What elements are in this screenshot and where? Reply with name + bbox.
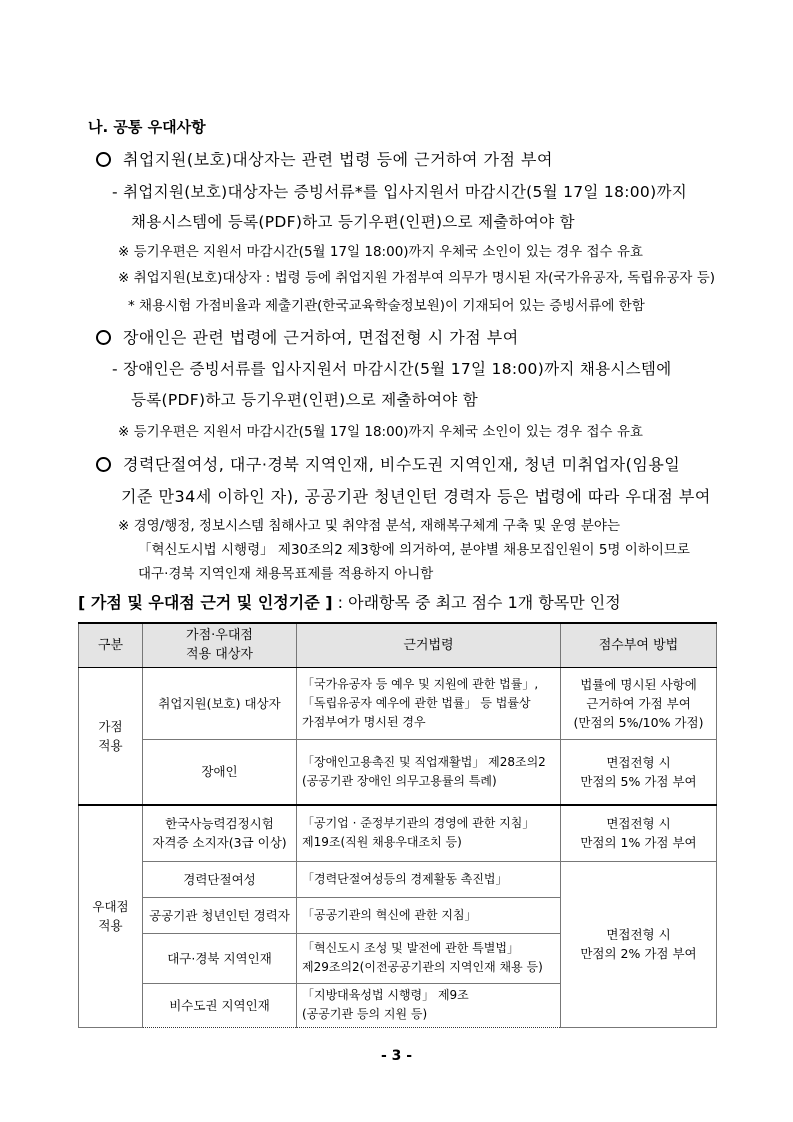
law-cell: 「장애인고용촉진 및 직업재활법」 제28조의2 (공공기관 장애인 의무고용률의 특례) <box>297 739 561 805</box>
table-title-rest: : 아래항목 중 최고 점수 1개 항목만 인정 <box>337 593 621 612</box>
target-cell: 비수도권 지역인재 <box>143 983 297 1027</box>
target-cell: 장애인 <box>143 739 297 805</box>
item-1-detail-line-1: - 취업지원(보호)대상자는 증빙서류*를 입사지원서 마감시간(5월 17일 18:00)까지 <box>112 183 687 201</box>
target-cell: 취업지원(보호) 대상자 <box>143 667 297 739</box>
law-cell: 「공기업 · 준정부기관의 경영에 관한 지침」 제19조(직원 채용우대조치 등) <box>297 805 561 861</box>
law-cell: 「혁신도시 조성 및 발전에 관한 특별법」 제29조의2(이전공공기관의 지역인재 채용 등) <box>297 933 561 983</box>
target-cell: 공공기관 청년인턴 경력자 <box>143 897 297 933</box>
law-cell: 「공공기관의 혁신에 관한 지침」 <box>297 897 561 933</box>
law-cell: 「경력단절여성등의 경제활동 촉진법」 <box>297 861 561 897</box>
circle-bullet-icon <box>96 330 111 345</box>
circle-bullet-icon <box>96 152 111 167</box>
target-cell: 경력단절여성 <box>143 861 297 897</box>
item-2-detail-line-1: - 장애인은 증빙서류를 입사지원서 마감시간(5월 17일 18:00)까지 채용시스템에 <box>112 360 672 378</box>
item-3-note-2: 「혁신도시법 시행령」 제30조의2 제3항에 의거하여, 분야별 채용모집인원이 5명 이하이므로 <box>138 542 690 558</box>
table-header-row <box>79 623 717 667</box>
category-preference: 우대점 적용 <box>79 805 143 1027</box>
bullet-item-2: 장애인은 관련 법령에 근거하여, 면접전형 시 가점 부여 <box>96 325 519 348</box>
method-cell: 면접전형 시 만점의 5% 가점 부여 <box>561 739 717 805</box>
table-row <box>79 667 717 739</box>
header-target: 가점·우대점 적용 대상자 <box>143 623 297 667</box>
circle-bullet-icon <box>96 457 111 472</box>
item-1-note-1: ※ 등기우편은 지원서 마감시간(5월 17일 18:00)까지 우체국 소인이 있는 경우 접수 유효 <box>118 244 643 260</box>
header-method: 점수부여 방법 <box>561 623 717 667</box>
method-cell: 면접전형 시 만점의 1% 가점 부여 <box>561 805 717 861</box>
table-title <box>78 590 621 613</box>
page-number: - 3 - <box>380 1048 413 1064</box>
item-1-note-3: * 채용시험 가점비율과 제출기관(한국교육학술정보원)이 기재되어 있는 증빙서류에 한함 <box>128 298 645 314</box>
bullet-item-3: 경력단절여성, 대구·경북 지역인재, 비수도권 지역인재, 청년 미취업자(임용일 <box>96 452 680 475</box>
law-cell: 「지방대육성법 시행령」 제9조 (공공기관 등의 지원 등) <box>297 983 561 1027</box>
item-3-line-2: 기준 만34세 이하인 자), 공공기관 청년인턴 경력자 등은 법령에 따라 우대점 부여 <box>121 487 711 506</box>
item-1-detail-line-2: 채용시스템에 등록(PDF)하고 등기우편(인편)으로 제출하여야 함 <box>131 213 575 231</box>
table-row <box>79 805 717 861</box>
item-1-note-2: ※ 취업지원(보호)대상자 : 법령 등에 취업지원 가점부여 의무가 명시된 자(국가유공자, 독립유공자 등) <box>118 270 716 286</box>
table-row <box>79 861 717 897</box>
item-2-detail-line-2: 등록(PDF)하고 등기우편(인편)으로 제출하여야 함 <box>131 391 479 409</box>
category-bonus: 가점 적용 <box>79 667 143 805</box>
item-3-note-3: 대구·경북 지역인재 채용목표제를 적용하지 아니함 <box>138 566 434 582</box>
table-row <box>79 739 717 805</box>
method-cell: 법률에 명시된 사항에 근거하여 가점 부여 (만점의 5%/10% 가점) <box>561 667 717 739</box>
table-title-bold: [ 가점 및 우대점 근거 및 인정기준 ] <box>78 593 333 612</box>
method-cell-shared: 면접전형 시 만점의 2% 가점 부여 <box>561 861 717 1027</box>
section-title: 나. 공통 우대사항 <box>88 118 206 136</box>
bonus-criteria-table <box>78 622 717 1028</box>
bullet-item-1: 취업지원(보호)대상자는 관련 법령 등에 근거하여 가점 부여 <box>96 147 553 170</box>
header-law: 근거법령 <box>297 623 561 667</box>
item-2-note-1: ※ 등기우편은 지원서 마감시간(5월 17일 18:00)까지 우체국 소인이 있는 경우 접수 유효 <box>118 424 643 440</box>
header-category: 구분 <box>79 623 143 667</box>
law-cell: 「국가유공자 등 예우 및 지원에 관한 법률」, 「독립유공자 예우에 관한 법률」 등 법률상 가점부여가 명시된 경우 <box>297 667 561 739</box>
target-cell: 대구·경북 지역인재 <box>143 933 297 983</box>
target-cell: 한국사능력검정시험 자격증 소지자(3급 이상) <box>143 805 297 861</box>
item-3-note-1: ※ 경영/행정, 정보시스템 침해사고 및 취약점 분석, 재해복구체계 구축 및 운영 분야는 <box>118 518 620 534</box>
